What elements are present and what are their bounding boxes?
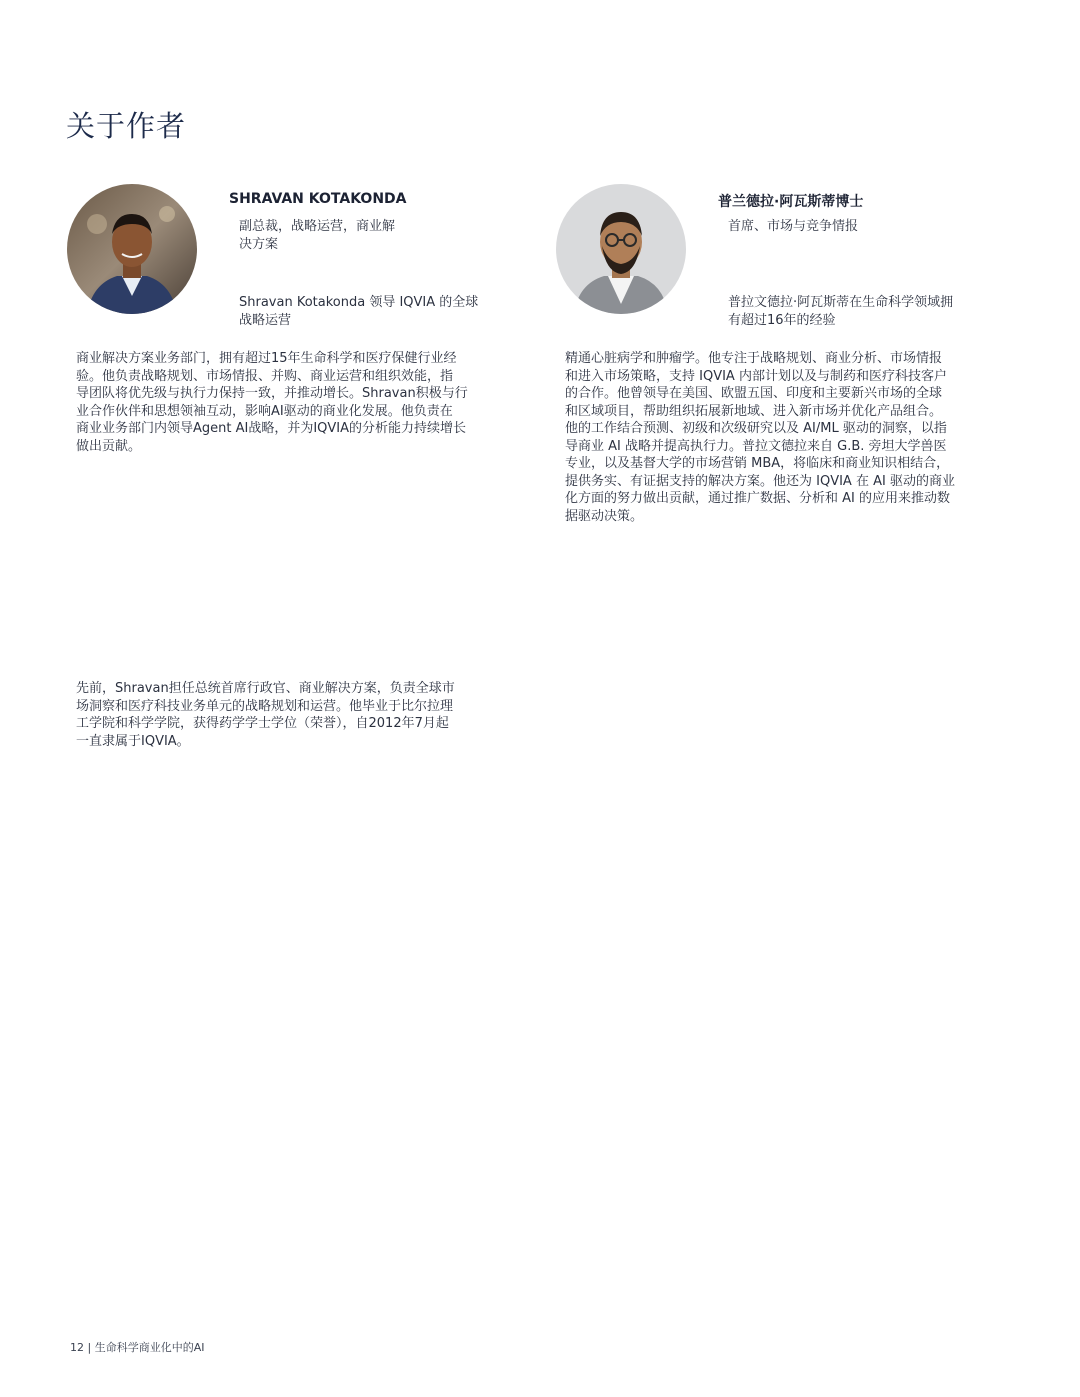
- author-1-role: 副总裁，战略运营，商业解 决方案: [239, 219, 396, 252]
- author-2-bio: 精通心脏病学和肿瘤学。他专注于战略规划、商业分析、市场情报 和进入市场策略，支持 IQVIA 内部计划以及与制药和医疗科技客户 的合作。他曾领导在美国、欧盟五国、印度和主要新兴市场的全球 和区域项目，帮助组织拓展新地域、进入新市场并优化产品组合。 他的工作结合预测、初级和次级研究以及 AI/ML 驱动的洞察，以指 导商业 AI 战略并提高执行力。普拉文德拉来自 G.B. 旁坦大学兽医 专业，以及基督大学的市场营销 MBA，将临床和商业知识相结合， 提供务实、有证据支持的解决方案。他还为 IQVIA 在 AI 驱动的商业 化方面的努力做出贡献，通过推广数据、分析和 AI 的应用来推动数 据驱动决策。: [565, 351, 955, 524]
- author-1-summary: Shravan Kotakonda 领导 IQVIA 的全球 战略运营: [239, 295, 479, 328]
- author-1-name: SHRAVAN KOTAKONDA: [229, 191, 407, 207]
- author-2-photo: [556, 184, 686, 314]
- author-2-name: 普兰德拉·阿瓦斯蒂博士: [718, 194, 864, 210]
- author-1-bio-continued: 先前，Shravan担任总统首席行政官、商业解决方案，负责全球市 场洞察和医疗科技业务单元的战略规划和运营。他毕业于比尔拉理 工学院和科学学院，获得药学学士学位（荣誉），自2012年7月起 一直隶属于IQVIA。: [76, 681, 455, 749]
- page-title: 关于作者: [66, 109, 187, 143]
- page-footer: 12 | 生命科学商业化中的AI: [70, 1341, 205, 1354]
- author-2-summary: 普拉文德拉·阿瓦斯蒂在生命科学领域拥 有超过16年的经验: [728, 295, 954, 328]
- author-1-bio: 商业解决方案业务部门，拥有超过15年生命科学和医疗保健行业经 验。他负责战略规划、市场情报、并购、商业运营和组织效能，指 导团队将优先级与执行力保持一致，并推动增长。Shravan积极与行 业合作伙伴和思想领袖互动，影响AI驱动的商业化发展。他负责在 商业业务部门内领导Agent AI战略，并为IQVIA的分析能力持续增长 做出贡献。: [76, 351, 468, 454]
- author-1-photo: [67, 184, 197, 314]
- author-2-role: 首席、市场与竞争情报: [728, 219, 859, 234]
